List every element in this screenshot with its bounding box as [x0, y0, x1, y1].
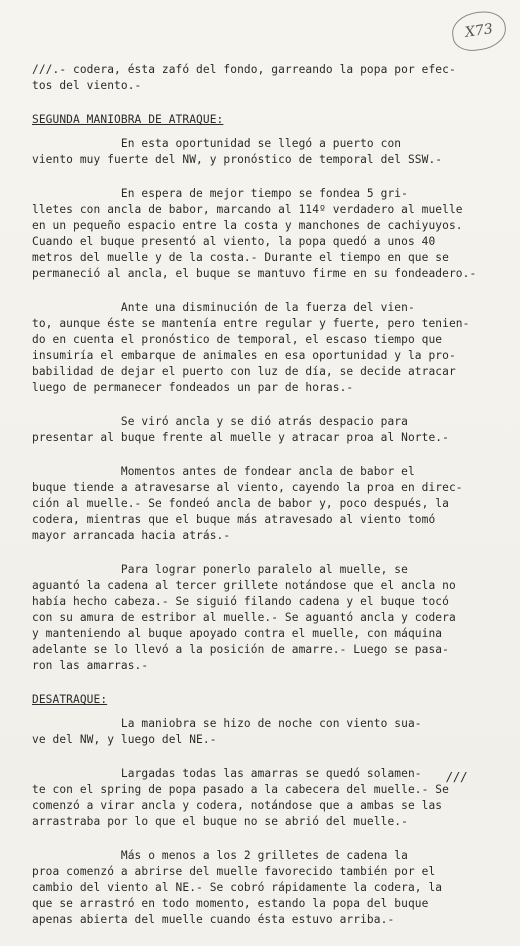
text-line: permaneció al ancla, el buque se mantuvo firme en su fondeadero.-: [32, 267, 477, 280]
text-line: Más o menos a los 2 grilletes de cadena la: [32, 849, 408, 862]
text-line: do en cuenta el pronóstico de temporal, el escaso tiempo que: [32, 333, 443, 346]
text-line: cambio del viento al NE.- Se cobró rápidamente la codera, la: [32, 881, 443, 894]
text-line: te con el spring de popa pasado a la cabecera del muelle.- Se: [32, 783, 449, 796]
text-line: buque tiende a atravesarse al viento, cayendo la proa en direc-: [32, 481, 463, 494]
text-line: En espera de mejor tiempo se fondea 5 gri-: [32, 187, 408, 200]
text-line: Ante una disminución de la fuerza del vien-: [32, 301, 415, 314]
text-line: Cuando el buque presentó al viento, la popa quedó a unos 40: [32, 235, 436, 248]
section-heading: DESATRAQUE:: [32, 693, 108, 706]
paragraph: [32, 848, 492, 928]
text-line: había hecho cabeza.- Se siguió filando cadena y el buque tocó: [32, 595, 449, 608]
text-line: que se arrastró en todo momento, estando la popa del buque: [32, 897, 429, 910]
text-line: metros del muelle y de la costa.- Durante el tiempo en que se: [32, 251, 449, 264]
text-line: presentar al buque frente al muelle y atracar proa al Norte.-: [32, 431, 449, 444]
text-line: comenzó a virar ancla y codera, notándose que a ambas se las: [32, 799, 443, 812]
text-line: Se viró ancla y se dió atrás despacio para: [32, 415, 408, 428]
text-line: to, aunque éste se mantenía entre regular y fuerte, pero tenien-: [32, 317, 470, 330]
paragraph: [32, 186, 492, 282]
text-line: mayor arrancada hacia atrás.-: [32, 529, 231, 542]
paragraph: [32, 464, 492, 544]
text-line: luego de permanecer fondeados un par de horas.-: [32, 381, 354, 394]
text-line: con su amura de estribor al muelle.- Se aguantó ancla y codera: [32, 611, 456, 624]
text-line: codera, mientras que el buque más atravesado al viento tomó: [32, 513, 436, 526]
text-line: ron las amarras.-: [32, 659, 149, 672]
text-line: tos del viento.-: [32, 79, 142, 92]
text-line: Para lograr ponerlo paralelo al muelle, se: [32, 563, 408, 576]
text-line: ve del NW, y luego del NE.-: [32, 733, 217, 746]
paragraph: [32, 300, 492, 396]
paragraph: [32, 716, 492, 748]
text-line: ///.- codera, ésta zafó del fondo, garreando la popa por efec-: [32, 63, 456, 76]
text-line: aguantó la cadena al tercer grillete notándose que el ancla no: [32, 579, 456, 592]
section-heading: SEGUNDA MANIOBRA DE ATRAQUE:: [32, 113, 224, 126]
paragraph: [32, 136, 492, 168]
text-line: y manteniendo al buque apoyado contra el muelle, con máquina: [32, 627, 443, 640]
text-line: en un pequeño espacio entre la costa y manchones de cachiyuyos.: [32, 219, 463, 232]
text-line: proa comenzó a abrirse del muelle favorecido también por el: [32, 865, 436, 878]
text-line: Largadas todas las amarras se quedó solamen-: [32, 767, 422, 780]
paragraph: [32, 414, 492, 446]
text-line: viento muy fuerte del NW, y pronóstico de temporal del SSW.-: [32, 153, 443, 166]
paragraph: [32, 62, 492, 94]
handwritten-page-number: X73: [450, 8, 509, 53]
text-line: Momentos antes de fondear ancla de babor el: [32, 465, 415, 478]
text-line: babilidad de dejar el puerto con luz de día, se decide atracar: [32, 365, 456, 378]
text-line: ción al muelle.- Se fondeó ancla de babor y, poco después, la: [32, 497, 449, 510]
paragraph: [32, 562, 492, 674]
document-body: [32, 62, 492, 946]
continuation-mark: ///: [446, 770, 468, 784]
text-line: arrastraba por lo que el buque no se abrió del muelle.-: [32, 815, 408, 828]
text-line: La maniobra se hizo de noche con viento sua-: [32, 717, 422, 730]
text-line: adelante se lo llevó a la posición de amarre.- Luego se pasa-: [32, 643, 449, 656]
text-line: insumiría el embarque de animales en esa oportunidad y la pro-: [32, 349, 456, 362]
text-line: En esta oportunidad se llegó a puerto con: [32, 137, 402, 150]
text-line: lletes con ancla de babor, marcando al 114º verdadero al muelle: [32, 203, 463, 216]
text-line: apenas abierta del muelle cuando ésta estuvo arriba.-: [32, 913, 395, 926]
paragraph: [32, 766, 492, 830]
